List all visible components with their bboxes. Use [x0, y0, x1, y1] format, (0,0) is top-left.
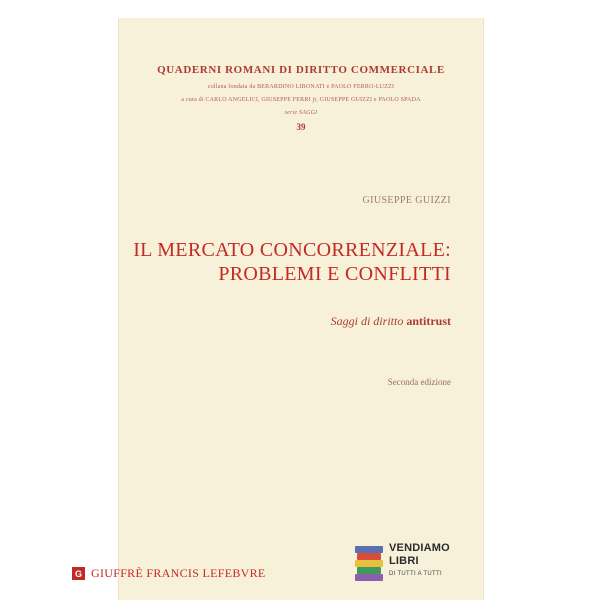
- book-title-line-1: IL MERCATO CONCORRENZIALE:: [133, 239, 451, 261]
- series-name: serie SAGGI: [284, 110, 318, 116]
- badge-line-1: VENDIAMO: [389, 542, 450, 554]
- book-spine: [357, 553, 381, 560]
- series-title: QUADERNI ROMANI DI DIRITTO COMMERCIALE: [157, 64, 445, 76]
- badge-line-2: LIBRI: [389, 555, 419, 567]
- series-editors: a cura di CARLO ANGELICI, GIUSEPPE FERRI jr, GIUSEPPE GUIZZI e PAOLO SPADA: [181, 97, 421, 103]
- book-spine: [355, 574, 383, 581]
- book-spine: [355, 546, 383, 553]
- book-title-line-2: PROBLEMI E CONFLITTI: [218, 263, 451, 285]
- series-founders: collana fondata da BERARDINO LIBONATI e PAOLO FERRO-LUZZI: [207, 84, 395, 90]
- book-spine: [357, 567, 381, 574]
- stacked-books-icon: [355, 546, 383, 582]
- volume-number: 39: [296, 122, 306, 132]
- publisher-name: GIUFFRÈ FRANCIS LEFEBVRE: [91, 566, 266, 580]
- vendiamo-libri-badge: [355, 540, 455, 585]
- subtitle-italic: Saggi di diritto: [330, 314, 404, 328]
- subtitle-bold: antitrust: [403, 314, 451, 328]
- book-subtitle: [331, 314, 451, 329]
- book-spine: [355, 560, 383, 567]
- edition-label: Seconda edizione: [387, 377, 451, 387]
- book-title: [133, 238, 451, 286]
- badge-line-3: DI TUTTI A TUTTI: [389, 571, 442, 577]
- publisher-logo-icon: G: [72, 567, 85, 580]
- publisher-block: [72, 566, 266, 581]
- author-name: GIUSEPPE GUIZZI: [362, 195, 451, 206]
- book-cover: [118, 18, 484, 600]
